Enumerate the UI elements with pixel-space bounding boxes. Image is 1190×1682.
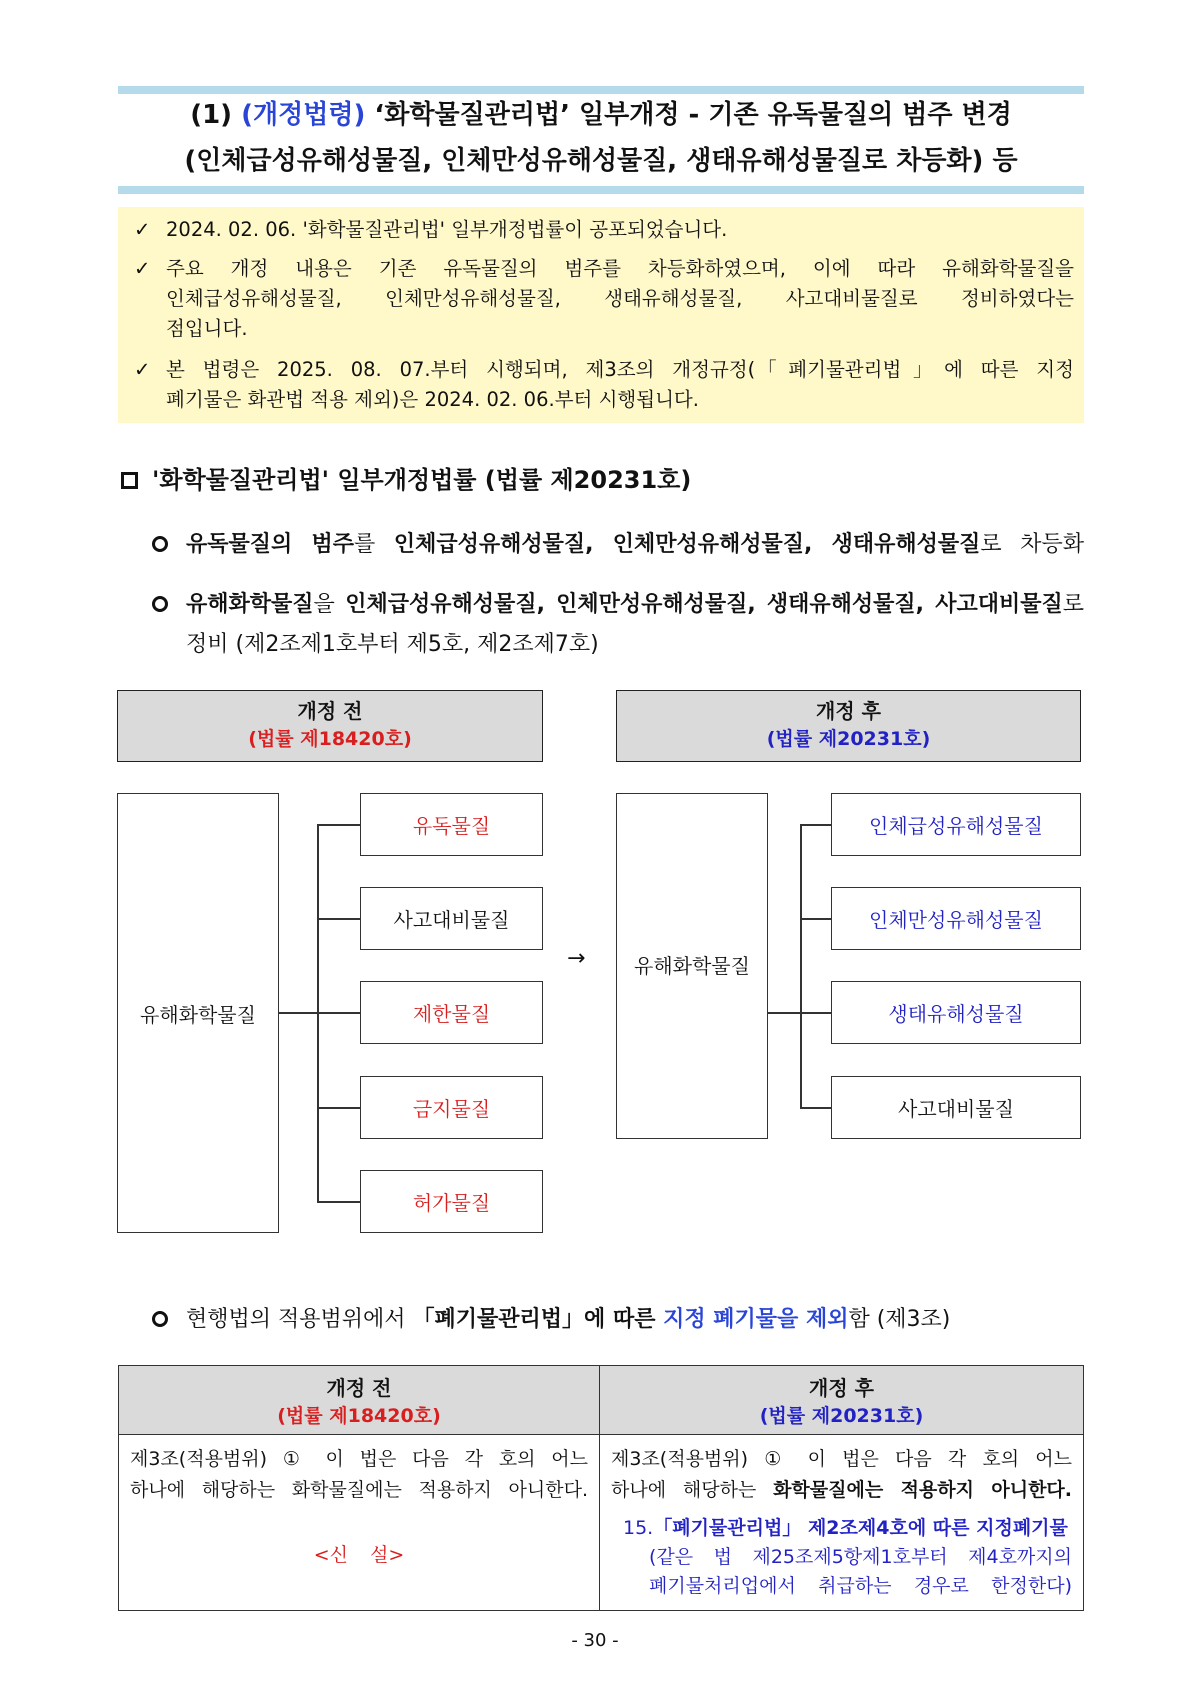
comparison-plain: 하나에 해당하는 [611, 1479, 774, 1501]
check-mark-icon: ✓ [134, 358, 151, 381]
circle-bullet-icon [152, 1311, 168, 1327]
connector [317, 1201, 360, 1203]
diagram-after-root: 유해화학물질 [616, 793, 768, 1139]
summary-line: 폐기물은 화관법 적용 제외)은 2024. 02. 06.부터 시행됩니다. [166, 388, 699, 411]
diagram-before-child: 허가물질 [360, 1170, 543, 1233]
item-1-bold: 인체급성유해성물질, 인체만성유해성물질, 생태유해성물질 [393, 532, 981, 557]
page-title-line1 [118, 92, 1084, 138]
comparison-line: 하나에 해당하는 화학물질에는 적용하지 아니한다. [130, 1479, 588, 1501]
title-highlight: (개정법령) [241, 100, 366, 130]
summary-box [118, 207, 1084, 423]
comparison-item-number: 15. [623, 1517, 654, 1539]
comparison-before-title: 개정 전 [326, 1376, 392, 1400]
comparison-table [118, 1365, 1084, 1611]
diagram-after-header [616, 690, 1081, 762]
connector [317, 1012, 360, 1014]
comparison-after-header [600, 1366, 1084, 1435]
diagram-after-law: (법률 제20231호) [766, 728, 931, 750]
comparison-bold: 화학물질에는 적용하지 아니한다. [773, 1479, 1072, 1501]
connector [317, 918, 360, 920]
comparison-after-law: (법률 제20231호) [759, 1405, 924, 1427]
connector [279, 1012, 317, 1014]
circle-bullet-icon [152, 536, 168, 552]
item-2-bold: 인체급성유해성물질, 인체만성유해성물질, 생태유해성물질, 사고대비물질 [345, 592, 1063, 617]
comparison-body-row [119, 1435, 1084, 1611]
item-1 [152, 527, 1084, 563]
item-2-plain: 을 [313, 592, 346, 617]
connector [800, 824, 802, 1108]
item-3-plain: 함 (제3조) [848, 1307, 951, 1332]
comparison-after-cell [600, 1435, 1084, 1611]
comparison-line: 제3조(적용범위) ① 이 법은 다음 각 호의 어느 [611, 1448, 1072, 1470]
title-rest: ‘화학물질관리법’ 일부개정 - 기존 유독물질의 범주 변경 [365, 100, 1012, 130]
summary-line: 인체급성유해성물질, 인체만성유해성물질, 생태유해성물질, 사고대비물질로 정비하였다는 [166, 287, 1074, 310]
circle-bullet-icon [152, 596, 168, 612]
item-1-plain: 를 [354, 532, 394, 557]
item-1-plain: 로 차등화 [980, 532, 1084, 557]
comparison-item-detail: (같은 법 제25조제5항제1호부터 제4호까지의 [649, 1546, 1072, 1568]
section-heading [121, 460, 691, 495]
arrow-right-icon: → [567, 946, 586, 971]
diagram-after-title: 개정 후 [816, 699, 881, 723]
comparison-before-header [119, 1366, 600, 1435]
diagram-after-child: 생태유해성물질 [831, 981, 1081, 1044]
comparison-item-detail: 폐기물처리업에서 취급하는 경우로 한정한다) [649, 1575, 1072, 1597]
item-3 [152, 1302, 1084, 1338]
comparison-before-new: <신 설> [313, 1544, 405, 1566]
comparison-line: 제3조(적용범위) ① 이 법은 다음 각 호의 어느 [130, 1448, 588, 1470]
comparison-after-item [601, 1514, 1082, 1609]
summary-bullet-text [166, 254, 1074, 344]
comparison-after-text [601, 1436, 1082, 1514]
diagram-before-root: 유해화학물질 [117, 793, 279, 1233]
comparison-line [611, 1475, 1072, 1506]
summary-line: 점입니다. [166, 317, 248, 340]
title-rule-bottom [118, 186, 1084, 194]
summary-bullet-text: 2024. 02. 06. '화학물질관리법' 일부개정법률이 공포되었습니다. [166, 218, 728, 241]
item-1-bold: 유독물질의 범주 [186, 532, 355, 557]
item-2-text [186, 587, 1084, 623]
item-3-plain: 현행법의 적용범위에서 [186, 1307, 413, 1332]
comparison-before-law: (법률 제18420호) [277, 1405, 441, 1427]
diagram-before-title: 개정 전 [297, 699, 363, 723]
diagram-before-law: (법률 제18420호) [248, 728, 412, 750]
check-mark-icon: ✓ [134, 257, 151, 280]
diagram-before-child: 금지물질 [360, 1076, 543, 1139]
item-1-text [186, 527, 1084, 563]
connector [800, 918, 831, 920]
connector [800, 824, 831, 826]
item-2-plain: 로 [1062, 592, 1084, 617]
diagram-before-header [117, 690, 543, 762]
item-2-bold: 유해화학물질 [186, 592, 314, 617]
item-2-line2: 정비 (제2조제1호부터 제5호, 제2조제7호) [186, 632, 599, 657]
page-number: - 30 - [571, 1630, 619, 1651]
item-3-text [186, 1302, 950, 1338]
connector [317, 824, 360, 826]
diagram-before-child: 유독물질 [360, 793, 543, 856]
comparison-after-title: 개정 후 [809, 1376, 874, 1400]
connector [800, 1012, 831, 1014]
section-heading-text: '화학물질관리법' 일부개정법률 (법률 제20231호) [152, 466, 692, 494]
diagram-after-child: 인체급성유해성물질 [831, 793, 1081, 856]
square-bullet-icon [121, 472, 138, 489]
comparison-item-title-text: 「폐기물관리법」 제2조제4호에 따른 지정폐기물 [653, 1517, 1068, 1539]
comparison-after-item-title [611, 1514, 1072, 1543]
summary-line: 본 법령은 2025. 08. 07.부터 시행되며, 제3조의 개정규정(「폐기물관리법」에 따른 지정 [166, 358, 1074, 381]
page-title-line2: (인체급성유해성물질, 인체만성유해성물질, 생태유해성물질로 차등화) 등 [184, 146, 1018, 176]
item-2 [152, 587, 1084, 657]
connector [800, 1107, 831, 1109]
comparison-before-text [120, 1436, 598, 1514]
diagram-after-child: 사고대비물질 [831, 1076, 1081, 1139]
item-3-bold: 「폐기물관리법」에 따른 [412, 1307, 664, 1332]
item-3-bold-blue: 지정 폐기물을 제외 [663, 1307, 849, 1332]
summary-line: 주요 개정 내용은 기존 유독물질의 범주를 차등화하였으며, 이에 따라 유해화학물질을 [166, 257, 1074, 280]
connector [768, 1012, 800, 1014]
connector [317, 1107, 360, 1109]
title-prefix: (1) [190, 100, 242, 130]
diagram-before-child: 사고대비물질 [360, 887, 543, 950]
comparison-before-cell [119, 1435, 600, 1611]
diagram-before-child: 제한물질 [360, 981, 543, 1044]
summary-bullet-text [166, 355, 1074, 415]
check-mark-icon: ✓ [134, 218, 151, 241]
diagram-after-child: 인체만성유해성물질 [831, 887, 1081, 950]
comparison-header-row [119, 1366, 1084, 1435]
